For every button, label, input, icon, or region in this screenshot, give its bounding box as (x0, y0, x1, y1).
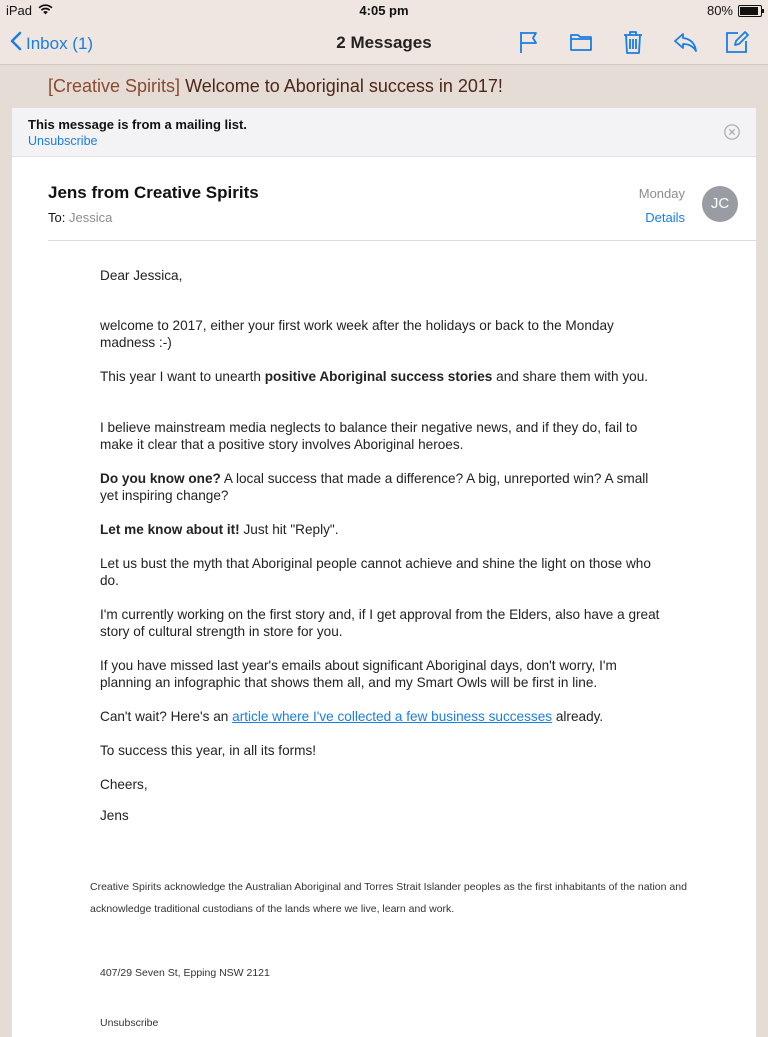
signature: Jens (100, 808, 129, 823)
flag-icon[interactable] (516, 29, 542, 55)
postal-address: 407/29 Seven St, Epping NSW 2121 (100, 967, 270, 979)
footer-unsubscribe-link[interactable]: Unsubscribe (100, 1017, 159, 1029)
paragraph-10: To success this year, in all its forms! (100, 743, 317, 758)
back-label: Inbox (1) (26, 33, 94, 53)
to-label: To: (48, 210, 66, 225)
sign-off: Cheers, (100, 777, 148, 792)
header-divider (48, 240, 756, 241)
unsubscribe-link[interactable]: Unsubscribe (28, 134, 98, 148)
battery-icon (738, 5, 762, 17)
toolbar (516, 29, 750, 55)
sender-name: Jens from Creative Spirits (48, 183, 259, 202)
message-card (12, 157, 756, 1037)
device-label: iPad (6, 3, 33, 18)
paragraph-2: This year I want to unearth positive Aboriginal success stories and share them with you. (100, 369, 649, 384)
paragraph-7: I'm currently working on the first story and, if I get approval from the Elders, also have a great story of cultural strength in store for you. (100, 607, 660, 639)
paragraph-1: welcome to 2017, either your first work week after the holidays or back to the Monday madness :-) (100, 318, 614, 350)
status-time: 4:05 pm (359, 3, 409, 18)
status-bar (0, 0, 768, 22)
paragraph-5: Let me know about it! Just hit "Reply". (100, 522, 339, 537)
navigation-bar (0, 22, 768, 65)
avatar: JC (702, 186, 738, 222)
paragraph-8: If you have missed last year's emails about significant Aboriginal days, don't worry, I'm planning an infographic that shows them all, and my Smart Owls will be first in line. (100, 658, 617, 690)
message-date: Monday (638, 186, 685, 201)
reply-icon[interactable] (672, 29, 698, 55)
paragraph-3: I believe mainstream media neglects to balance their negative news, and if they do, fail to make it clear that a positive story involves Aboriginal heroes. (100, 420, 638, 452)
article-link[interactable]: article where I've collected a few business successes (232, 709, 553, 724)
mailing-list-banner (12, 108, 756, 157)
trash-icon[interactable] (620, 29, 646, 55)
subject-text: Welcome to Aboriginal success in 2017! (185, 76, 503, 96)
details-button[interactable]: Details (645, 210, 685, 225)
folder-icon[interactable] (568, 29, 594, 55)
recipient-name: Jessica (68, 210, 113, 225)
recipient-line (48, 210, 112, 225)
battery-percent: 80% (706, 3, 733, 18)
message-subject (48, 76, 503, 97)
paragraph-6: Let us bust the myth that Aboriginal people cannot achieve and shine the light on those who do. (100, 556, 651, 588)
paragraph-4: Do you know one? A local success that made a difference? A big, unreported win? A small yet inspiring change? (100, 471, 649, 503)
mailing-list-message: This message is from a mailing list. (28, 117, 247, 132)
paragraph-9: Can't wait? Here's an article where I've collected a few business successes already. (100, 709, 604, 724)
chevron-left-icon (10, 31, 22, 56)
greeting: Dear Jessica, (100, 268, 183, 283)
close-icon[interactable] (724, 124, 740, 140)
page-title: 2 Messages (336, 33, 432, 52)
back-to-inbox-button[interactable] (10, 31, 93, 56)
compose-icon[interactable] (724, 29, 750, 55)
acknowledgement-text: Creative Spirits acknowledge the Australian Aboriginal and Torres Strait Islander peoples as the first inhabitants of the nation and acknowledge traditional custodians of the lands where we live, learn and work. (90, 881, 687, 915)
subject-tag: [Creative Spirits] (48, 76, 181, 96)
